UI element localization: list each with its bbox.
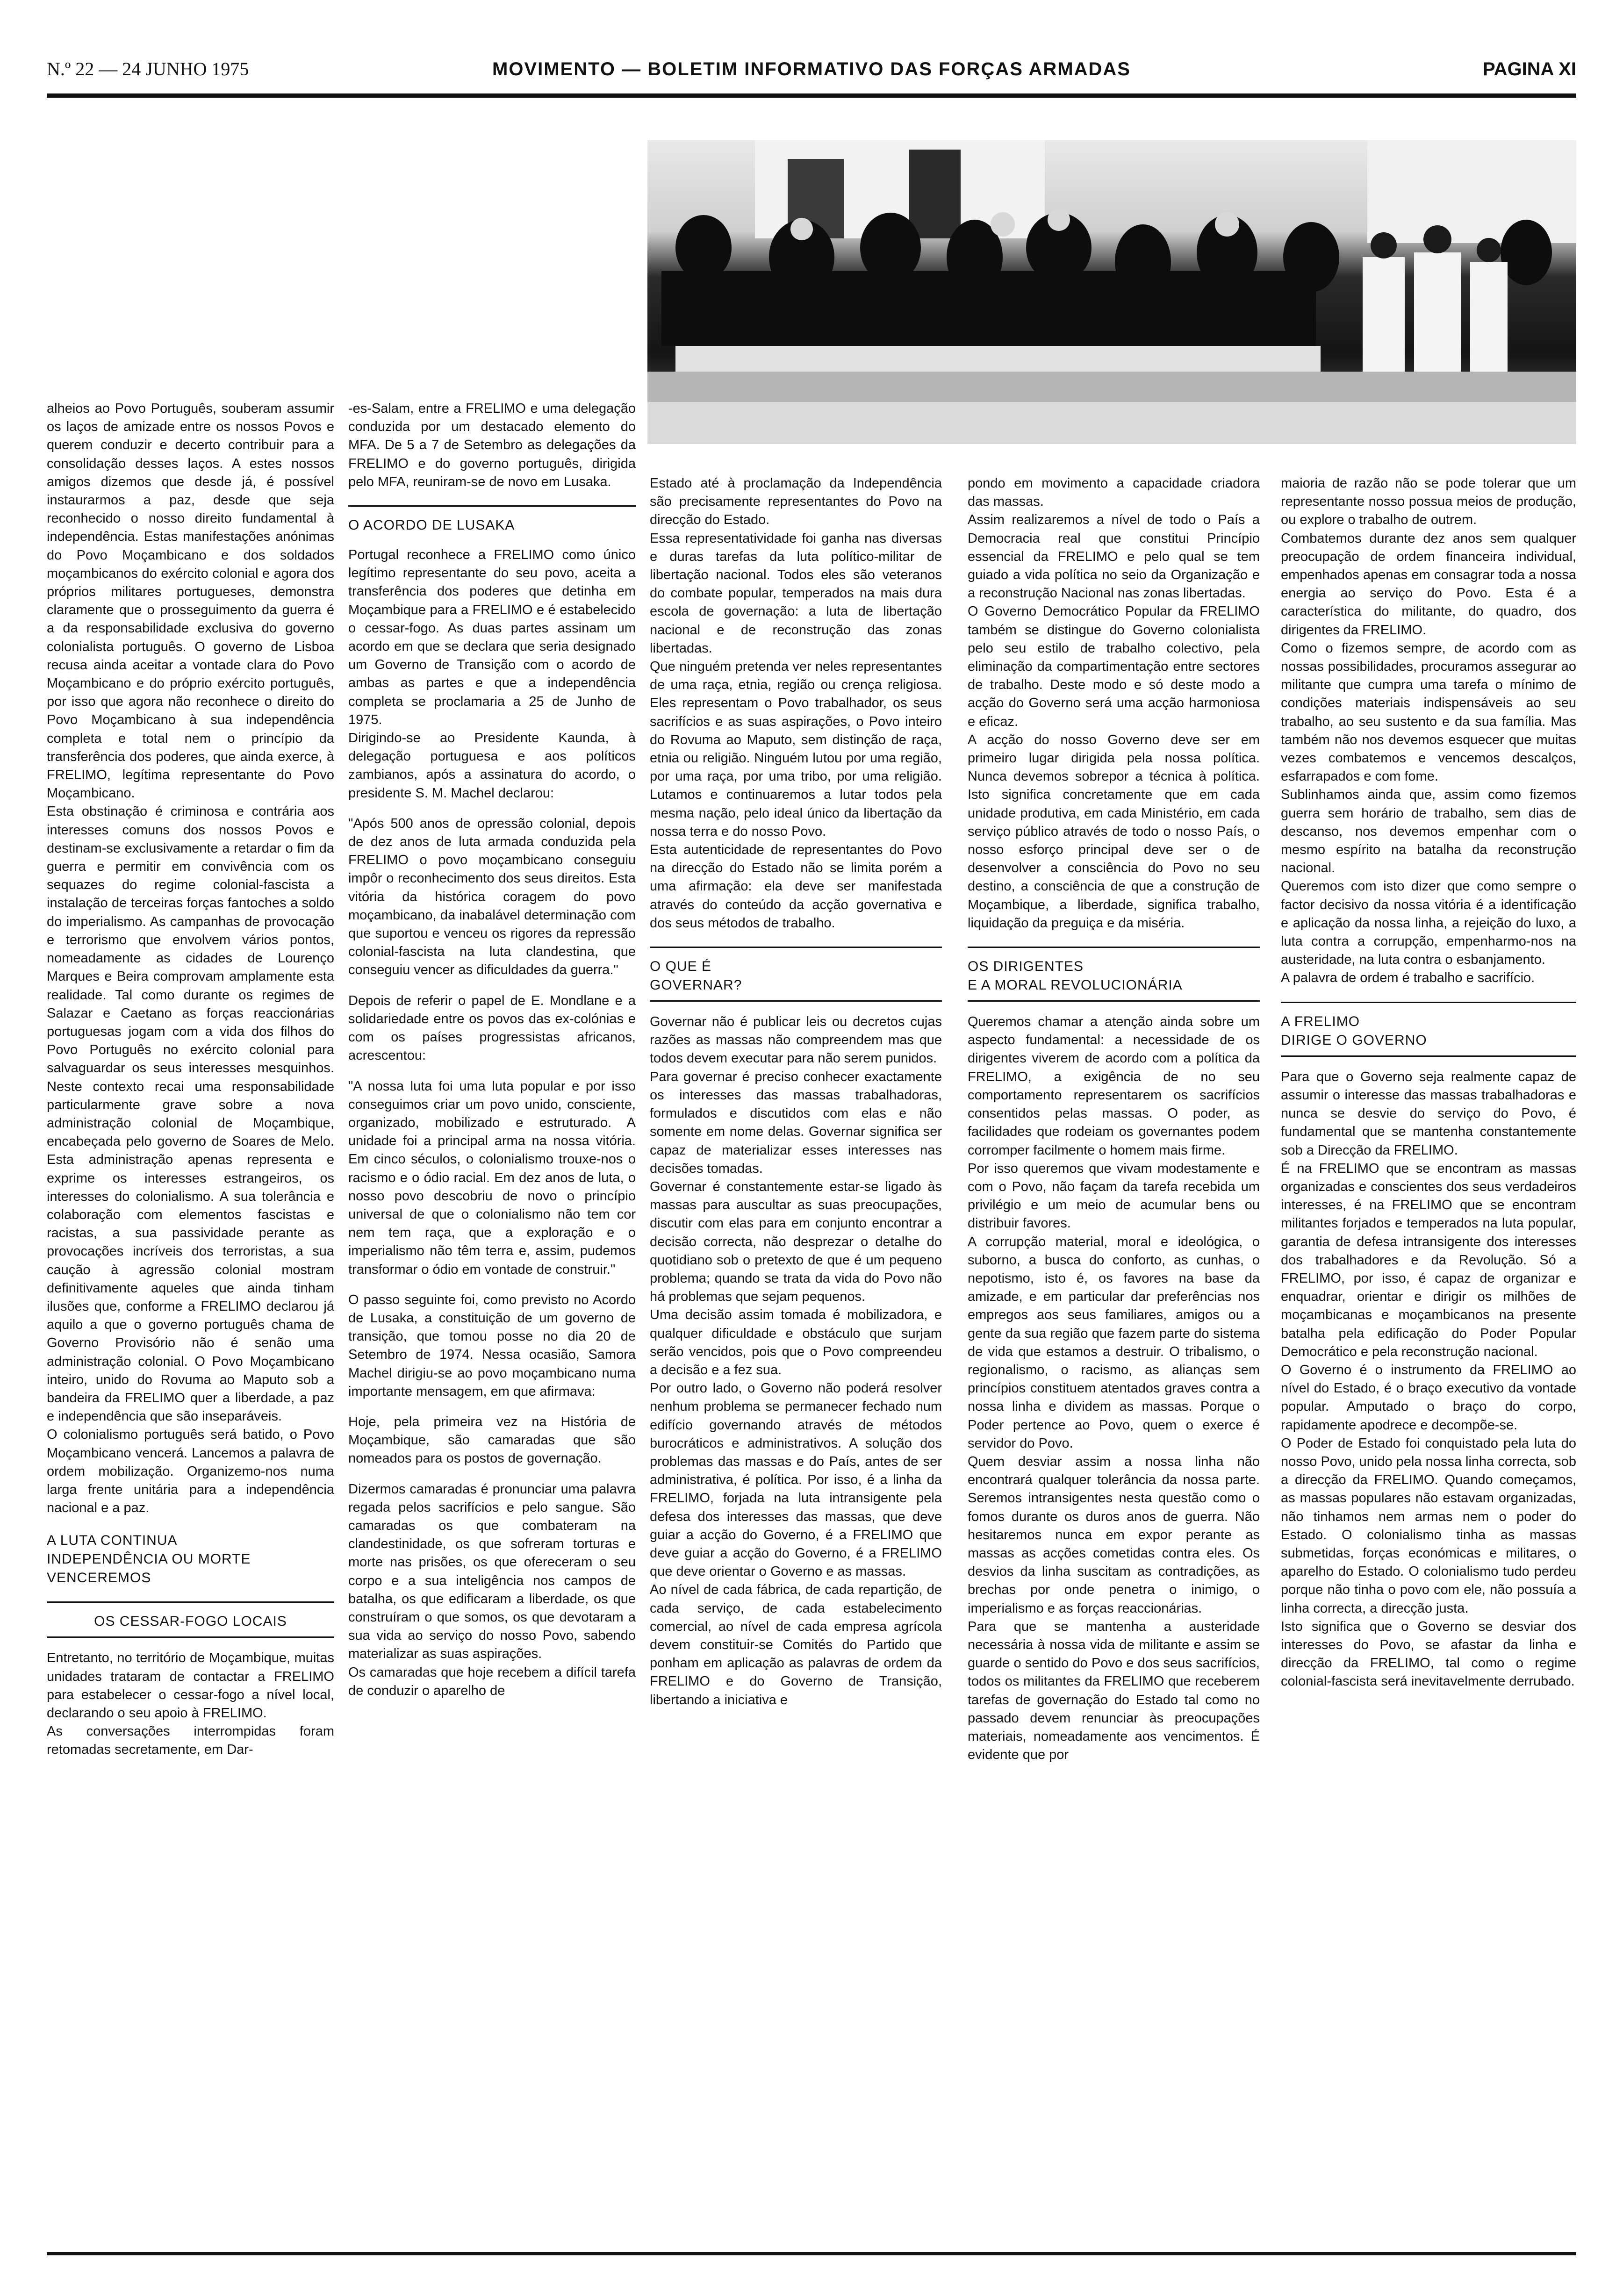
paragraph: Uma decisão assim tomada é mobilizadora, e qualquer dificuldade e obstáculo que surjam serão vencidos, pois que o Povo compreendeu a decisão e a fez sua. <box>650 1307 942 1378</box>
photograph-figures <box>647 140 1576 444</box>
paragraph: Esta autenticidade de representantes do Povo na direcção do Estado não se limita porém a uma afirmação: ela deve ser manifestada através do conteúdo da acção governativa e dos seus métodos de trabalho. <box>650 842 942 931</box>
paragraph: Para governar é preciso conhecer exactamente os interesses das massas trabalhadoras, formulados e discutidos com elas e não somente em nome delas. Governar significa ser capaz de materializar esses interesses nas decisões tomadas. <box>650 1069 942 1176</box>
paragraph: Combatemos durante dez anos sem qualquer preocupação de ordem financeira individual, empenhados apenas em consagrar toda a nossa energia ao serviço do Povo. Esta é a característica do militante, do quadro, dos dirigentes da FRELIMO. <box>1281 531 1576 638</box>
paragraph: Estado até à proclamação da Independência são precisamente representantes do Povo na direcção do Estado. <box>650 476 942 528</box>
column-3 <box>650 474 942 2232</box>
paragraph: Governar não é publicar leis ou decretos cujas razões as massas não compreendem mas que todos devem executar para não serem punidos. <box>650 1014 942 1066</box>
paragraph: Depois de referir o papel de E. Mondlane e a solidariedade entre os povos das ex-colónias e com os países progressistas africanos, acrescentou: <box>348 993 636 1063</box>
paragraph: Ao nível de cada fábrica, de cada repartição, de cada serviço, de cada estabelecimento comercial, ao nível de cada empresa agrícola devem constituir-se Comités do Partido que ponham em aplicação as palavras de ordem da FRELIMO e do Governo de Transição, libertando a iniciativa e <box>650 1582 942 1708</box>
paragraph: O Governo Democrático Popular da FRELIMO também se distingue do Governo colonialista pelo seu estilo de trabalho colectivo, pela eliminação da compartimentação entre sectores de trabalho. Deste modo e só deste modo a acção do Governo será uma acção harmoniosa e eficaz. <box>968 604 1260 729</box>
column-2 <box>348 400 636 2232</box>
paragraph: O Governo é o instrumento da FRELIMO ao nível do Estado, é o braço executivo da vontade popular. Amputado o braço do corpo, rapidamente apodrece e decompõe-se. <box>1281 1362 1576 1433</box>
paragraph: -es-Salam, entre a FRELIMO e uma delegação conduzida por um destacado elemento do MFA. De 5 a 7 de Setembro as delegações da FRELIMO e do governo português, dirigida pelo MFA, reuniram-se de novo em Lusaka. <box>348 401 636 489</box>
issue-date: N.º 22 — 24 JUNHO 1975 <box>47 58 249 79</box>
paragraph: Dizermos camaradas é pronunciar uma palavra regada pelos sacrifícios e pelo sangue. São camaradas os que combateram na clandestinidade, os que sofreram torturas e morte nas prisões, os que ofereceram o seu corpo e a sua inteligência nos campos de batalha, os que edificaram a liberdade, os que construíram o que somos, os que devotaram a sua vida ao serviço do nosso Povo, sabendo materializar as suas aspirações. <box>348 1481 636 1662</box>
paragraph: Isto significa que o Governo se desviar dos interesses do Povo, se afastar da linha e direcção da FRELIMO, tal como o regime colonial-fascista será inevitavelmente derrubado. <box>1281 1619 1576 1689</box>
paragraph: O passo seguinte foi, como previsto no Acordo de Lusaka, a constituição de um governo de transição, que tomou posse no dia 20 de Setembro de 1974. Nessa ocasião, Samora Machel dirigiu-se ao povo moçambicano numa importante mensagem, em que afirmava: <box>348 1292 636 1399</box>
photograph <box>647 140 1576 444</box>
paragraph: Entretanto, no território de Moçambique, muitas unidades trataram de contactar a FRELIMO para estabelecer o cessar-fogo a nível local, declarando o seu apoio à FRELIMO. <box>47 1650 334 1721</box>
paragraph: alheios ao Povo Português, souberam assumir os laços de amizade entre os nossos Povos e querem conduzir e decerto contribuir para a consolidação desses laços. A estes nossos amigos dizemos que desde já, é possível instaurarmos a paz, desde que seja reconhecido o nosso direito fundamental à independência. Estas manifestações anónimas do Povo Moçambicano e dos soldados moçambicanos do exército colonial e agora dos próprios militares portugueses, demonstra claramente que o prosseguimento da guerra é a da responsabilidade exclusiva do governo colonialista português. O governo de Lisboa recusa ainda aceitar a vontade clara do Povo Moçambicano e do próprio exército português, por isso que agora não reconhece o direito do Povo Moçambicano à sua independência completa e total nem o princípio da transferência dos poderes, que ainda exerce, à FRELIMO, legítima representante do Povo Moçambicano. <box>47 401 334 801</box>
paragraph: Essa representatividade foi ganha nas diversas e duras tarefas da luta político-militar de libertação nacional. Todos eles são veteranos do combate popular, temperados na mais dura escola de governação: a luta de libertação nacional e de reconstrução das zonas libertadas. <box>650 531 942 656</box>
header-rule <box>47 93 1576 98</box>
paragraph: Quem desviar assim a nossa linha não encontrará qualquer tolerância da nossa parte. Seremos intransigentes nesta questão como o fomos durante os duros anos de guerra. Não hesitaremos nunca em expor perante as massas as acções cometidas contra eles. Os desvios da linha suscitam as contradições, as brechas por onde penetra o inimigo, o imperialismo e as forças reaccionárias. <box>968 1454 1260 1616</box>
paragraph: O Poder de Estado foi conquistado pela luta do nosso Povo, unido pela nossa linha correcta, sob a direcção da FRELIMO. Quando começamos, as massas populares não estavam organizadas, não tinhamos nem armas nem o poder do Estado. O colonialismo tinha as massas submetidas, forças económicas e militares, o aparelho do Estado. O colonialismo tudo perdeu porque não tinha o povo com ele, não possuía a linha correcta, a direcção justa. <box>1281 1435 1576 1616</box>
paragraph: Queremos chamar a atenção ainda sobre um aspecto fundamental: a necessidade de os dirigentes viverem de acordo com a política da FRELIMO, a exigência de no seu comportamento representarem os sacrifícios consentidos pelas massas. O poder, as facilidades que rodeiam os governantes podem corromper facilmente o homem mais firme. <box>968 1014 1260 1158</box>
slogan: A LUTA CONTINUA INDEPENDÊNCIA OU MORTE VENCEREMOS <box>47 1533 251 1586</box>
paragraph: Portugal reconhece a FRELIMO como único legítimo representante do seu povo, aceita a transferência dos poderes que detinha em Moçambique para a FRELIMO e é estabelecido o cessar-fogo. As duas partes assinam um acordo em que se declara que seria designado um Governo de Transição com o acordo de ambas as partes e que a independência completa se proclamaria a 25 de Junho de 1975. <box>348 547 636 727</box>
quotation: "Após 500 anos de opressão colonial, depois de dez anos de luta armada conduzida pela FRELIMO o povo moçambicano conseguiu impôr o reconhecimento dos seus direitos. Esta vitória da histórica coragem do povo moçambicano, da inabalável determinação com que suportou e venceu os rigores da repressão colonial-fascista na luta clandestina, que conseguiu vencer as dificuldades da guerra." <box>348 816 636 978</box>
paragraph: Para que se mantenha a austeridade necessária à nossa vida de militante e assim se guarde o sentido do Povo e dos seus sacrifícios, todos os militantes da FRELIMO que receberem tarefas de governação do Estado tal como no passado devem renunciar às preocupações materiais, nomeadamente aos vencimentos. É evidente que por <box>968 1619 1260 1763</box>
paragraph: Sublinhamos ainda que, assim como fizemos guerra sem horário de trabalho, sem dias de descanso, nos devemos empenhar com o mesmo espírito na batalha da reconstrução nacional. <box>1281 787 1576 876</box>
paragraph: É na FRELIMO que se encontram as massas organizadas e conscientes dos seus verdadeiros interesses, é na FRELIMO que se encontram militantes forjados e temperados na luta popular, garantia de defesa intransigente dos interesses dos trabalhadores e da Revolução. Só a FRELIMO, por isso, é capaz de organizar e enquadrar, orientar e dirigir os milhões de moçambicanas e moçambicanos na presente batalha pela edificação do Poder Popular Democrático e pela reconstrução nacional. <box>1281 1161 1576 1359</box>
column-4 <box>968 474 1260 2232</box>
paragraph: Queremos com isto dizer que como sempre o factor decisivo da nossa vitória é a identificação e aplicação da nossa linha, a rejeição do luxo, a luta contra a corrupção, empenharmo-nos na austeridade, na luta contra o esbanjamento. <box>1281 879 1576 968</box>
paragraph: maioria de razão não se pode tolerar que um representante nosso possua meios de produção, ou explore o trabalho de outrem. <box>1281 476 1576 528</box>
masthead: MOVIMENTO — BOLETIM INFORMATIVO DAS FORÇAS ARMADAS <box>492 59 1131 79</box>
paragraph: Para que o Governo seja realmente capaz de assumir o interesse das massas trabalhadoras e nunca se desvie do serviço do Povo, é fundamental que se mantenha constantemente sob a Direcção da FRELIMO. <box>1281 1069 1576 1158</box>
section-heading: O ACORDO DE LUSAKA <box>348 505 636 535</box>
paragraph: A corrupção material, moral e ideológica, o suborno, a busca do conforto, as cunhas, o nepotismo, isto é, os favores na base da amizade, e em particular dar preferências nos empregos aos seus familiares, amigos ou a gente da sua região que fazem parte do sistema de vida que estamos a destruir. O tribalismo, o regionalismo, o racismo, as alianças sem princípios constituem atentados graves contra a nossa linha e dividem as massas. Porque o Poder pertence ao Povo, quem o exerce é servidor do Povo. <box>968 1234 1260 1451</box>
paragraph: Que ninguém pretenda ver neles representantes de uma raça, etnia, região ou crença religiosa. Eles representam o Povo trabalhador, os seus sacrifícios e as suas aspirações, o Povo inteiro do Rovuma ao Maputo, sem distinção de raça, etnia ou religião. Ninguém lutou por uma região, por uma raça, por uma tribo, por uma religião. Lutamos e continuaremos a lutar todos pela mesma nação, pelo ideal único da libertação da nossa terra e do nosso Povo. <box>650 659 942 839</box>
paragraph: Assim realizaremos a nível de todo o País a Democracia real que constitui Princípio essencial da FRELIMO e pelo qual se tem guiado a vida política no seio da Organização e a reconstrução Nacional nas zonas libertadas. <box>968 512 1260 601</box>
paragraph: A acção do nosso Governo deve ser em primeiro lugar dirigida pela nossa política. Nunca devemos sobrepor a técnica à política. Isto significa concretamente que em cada unidade produtiva, em cada Ministério, em cada serviço público através de todo o nosso País, o nosso esforço principal deve ser o de desenvolver a consciência do Povo no seu destino, a consciência de que a construção de Moçambique, a liberdade, significa trabalho, liquidação da preguiça e da miséria. <box>968 732 1260 931</box>
paragraph: Por outro lado, o Governo não poderá resolver nenhum problema se permanecer fechado num edifício governando através de métodos burocráticos e administrativos. A solução dos problemas das massas e do País, antes de ser administrativa, é política. Por isso, é a linha da FRELIMO, forjada na luta intransigente pela defesa dos interesses das massas, que deve guiar a acção do Governo, é a FRELIMO que deve guiar a acção do Governo, é a FRELIMO que deve orientar o Governo e as massas. <box>650 1381 942 1579</box>
paragraph: Esta obstinação é criminosa e contrária aos interesses comuns dos nossos Povos e destinam-se exclusivamente a retardar o fim da guerra e permitir em convivência com os sequazes do regime colonial-fascista a instalação de terceiras forças fantoches a soldo do imperialismo. As campanhas de provocação e terrorismo que envolvem vários pontos, nomeadamente as cidades de Lourenço Marques e Beira comprovam amplamente esta realidade. Tal como durante os regimes de Salazar e Caetano as forças reaccionárias portuguesas jogam com a vida dos filhos do Povo Português no exército colonial para salvaguardar os seus interesses mesquinhos. Neste contexto recai uma responsabilidade particularmente grave sobre a nova administração colonial de Moçambique, encabeçada pelo governo de Soares de Melo. Esta administração apenas representa e exprime os interesses estrangeiros, os interesses do colonialismo. A sua tolerância e colaboração com elementos fascistas e racistas, a sua passividade perante as provocações incríveis dos terroristas, a sua caução à agressão colonial mostram definitivamente aqueles que ainda tinham ilusões que, conforme a FRELIMO declarou já aquilo a que o governo português chama de Governo Provisório não é senão uma administração colonial. O Povo Moçambicano inteiro, unido do Rovuma ao Maputo sob a bandeira da FRELIMO quer a liberdade, a paz e independência que são inseparáveis. <box>47 804 334 1424</box>
paragraph: O colonialismo português será batido, o Povo Moçambicano vencerá. Lancemos a palavra de ordem mobilização. Organizemo-nos numa larga frente unitária para a independência nacional e a paz. <box>47 1427 334 1516</box>
quotation: "A nossa luta foi uma luta popular e por isso conseguimos criar um povo unido, consciente, organizado, mobilizado e estruturado. A unidade foi a principal arma na nossa vitória. Em cinco séculos, o colonialismo trouxe-nos o racismo e o ódio racial. Em dez anos de luta, o nosso povo descobriu de novo o princípio universal de que o colonialismo não tem cor nem tem raça, que a exploração e o imperialismo não têm terra e, assim, pudemos transformar o ódio em vontade de construir." <box>348 1078 636 1277</box>
column-5 <box>1281 474 1576 2232</box>
section-heading: OS CESSAR-FOGO LOCAIS <box>47 1601 334 1638</box>
page-header <box>47 55 1576 83</box>
paragraph: Dirigindo-se ao Presidente Kaunda, à delegação portuguesa e aos políticos zambianos, após a assinatura do acordo, o presidente S. M. Machel declarou: <box>348 731 636 801</box>
footer-rule <box>47 2252 1576 2255</box>
paragraph: As conversações interrompidas foram retomadas secretamente, em Dar- <box>47 1724 334 1758</box>
paragraph: Hoje, pela primeira vez na História de Moçambique, são camaradas que são nomeados para os postos de governação. <box>348 1414 636 1466</box>
paragraph: Os camaradas que hoje recebem a difícil tarefa de conduzir o aparelho de <box>348 1665 636 1698</box>
paragraph: A palavra de ordem é trabalho e sacrifício. <box>1281 970 1535 986</box>
section-heading: A FRELIMO DIRIGE O GOVERNO <box>1281 1002 1576 1057</box>
paragraph: Por isso queremos que vivam modestamente e com o Povo, não façam da tarefa recebida um privilégio e um meio de acumular bens ou distribuir favores. <box>968 1161 1260 1231</box>
paragraph: Governar é constantemente estar-se ligado às massas para auscultar as suas preocupações, discutir com elas para em conjunto encontrar a decisão correcta, não desprezar o detalhe do quotidiano sob o pretexto de que é um pequeno problema; quando se trata da vida do Povo não há problemas que sejam pequenos. <box>650 1179 942 1305</box>
paragraph: pondo em movimento a capacidade criadora das massas. <box>968 476 1260 509</box>
section-heading: O QUE É GOVERNAR? <box>650 947 942 1002</box>
section-heading: OS DIRIGENTES E A MORAL REVOLUCIONÁRIA <box>968 947 1260 1002</box>
page-number: PAGINA XI <box>1482 59 1576 79</box>
paragraph: Como o fizemos sempre, de acordo com as nossas possibilidades, procuramos assegurar ao militante que cumpra uma tarefa o mínimo de condições materiais indispensáveis ao seu trabalho, ao seu sustento e da sua família. Mas também não nos devemos esquecer que muitas vezes combatemos e vencemos descalços, esfarrapados e com fome. <box>1281 640 1576 784</box>
column-1 <box>47 400 334 2232</box>
